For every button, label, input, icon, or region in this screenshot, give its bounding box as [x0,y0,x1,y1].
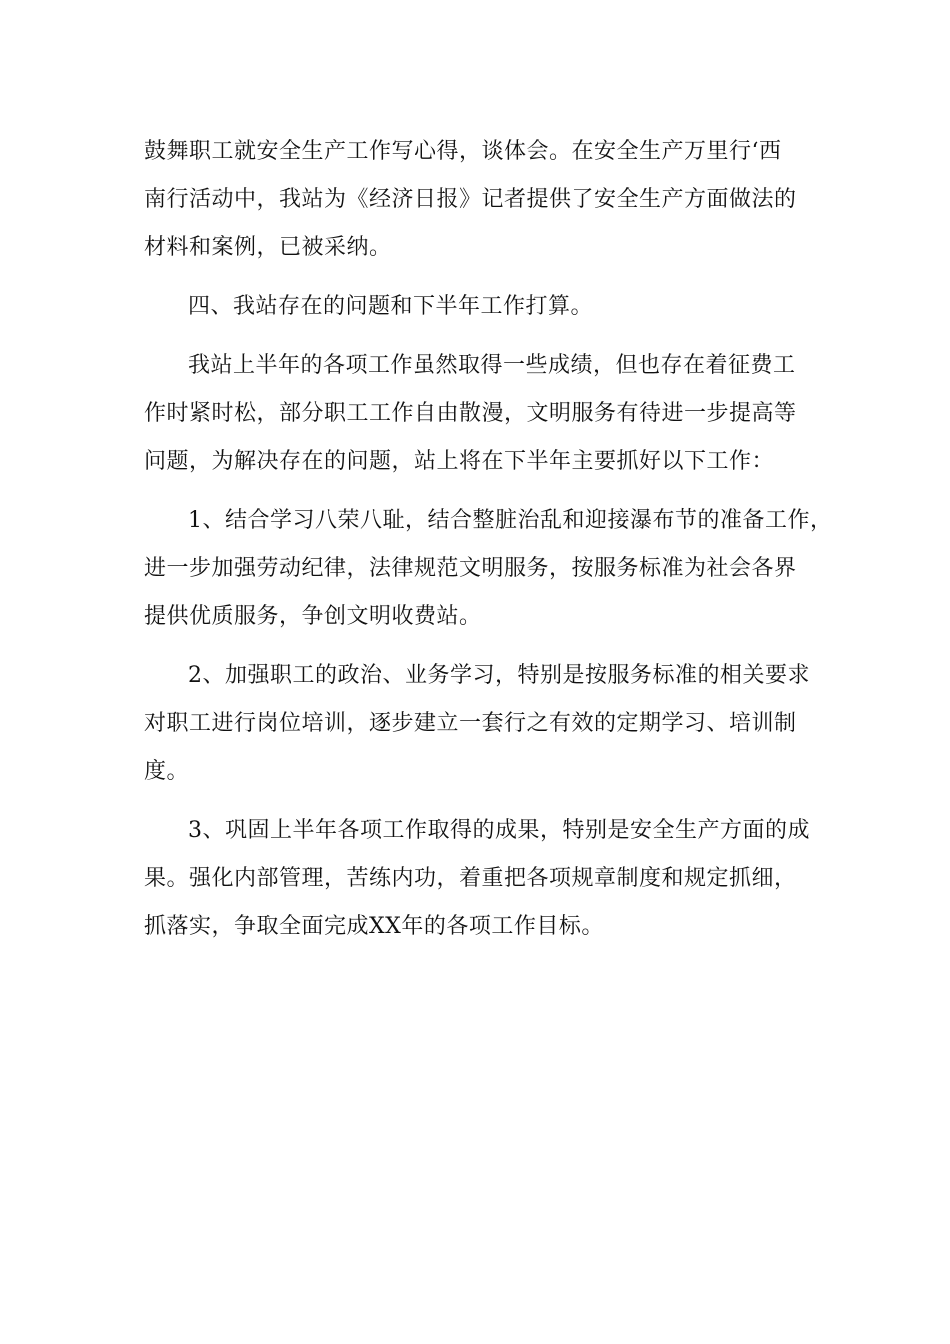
paragraph-problems [144,342,824,486]
text-line: 进一步加强劳动纪律，法律规范文明服务，按服务标准为社会各界 [144,556,797,581]
paragraph-item-3 [144,807,824,951]
paragraph-continuation [144,128,824,272]
text-line: 作时紧时松，部分职工工作自由散漫，文明服务有待进一步提高等 [144,401,797,426]
text-line: 度。 [144,759,190,784]
paragraph-item-1 [144,497,833,641]
heading-line: 四、我站存在的问题和下半年工作打算。 [188,294,594,319]
text-line: 问题，为解决存在的问题，站上将在下半年主要抓好以下工作： [144,449,775,474]
section-heading [144,283,824,331]
text-line: 1、结合学习八荣八耻，结合整脏治乱和迎接瀑布节的准备工作， [188,508,833,533]
text-line: 鼓舞职工就安全生产工作写心得，谈体会。在安全生产万里行‘西 [144,139,782,164]
text-line: 3、巩固上半年各项工作取得的成果，特别是安全生产方面的成 [188,818,810,843]
text-line: 对职工进行岗位培训，逐步建立一套行之有效的定期学习、培训制 [144,711,797,736]
document-body [144,128,833,951]
paragraph-item-2 [144,652,824,796]
text-line: 果。强化内部管理，苦练内功，着重把各项规章制度和规定抓细， [144,866,797,891]
text-line: 南行活动中，我站为《经济日报》记者提供了安全生产方面做法的 [144,187,797,212]
text-line: 2、加强职工的政治、业务学习，特别是按服务标准的相关要求 [188,663,810,688]
text-line: 抓落实，争取全面完成XX年的各项工作目标。 [144,914,604,939]
text-line: 材料和案例，已被采纳。 [144,235,392,260]
text-line: 提供优质服务，争创文明收费站。 [144,604,482,629]
text-line: 我站上半年的各项工作虽然取得一些成绩，但也存在着征费工 [188,353,796,378]
